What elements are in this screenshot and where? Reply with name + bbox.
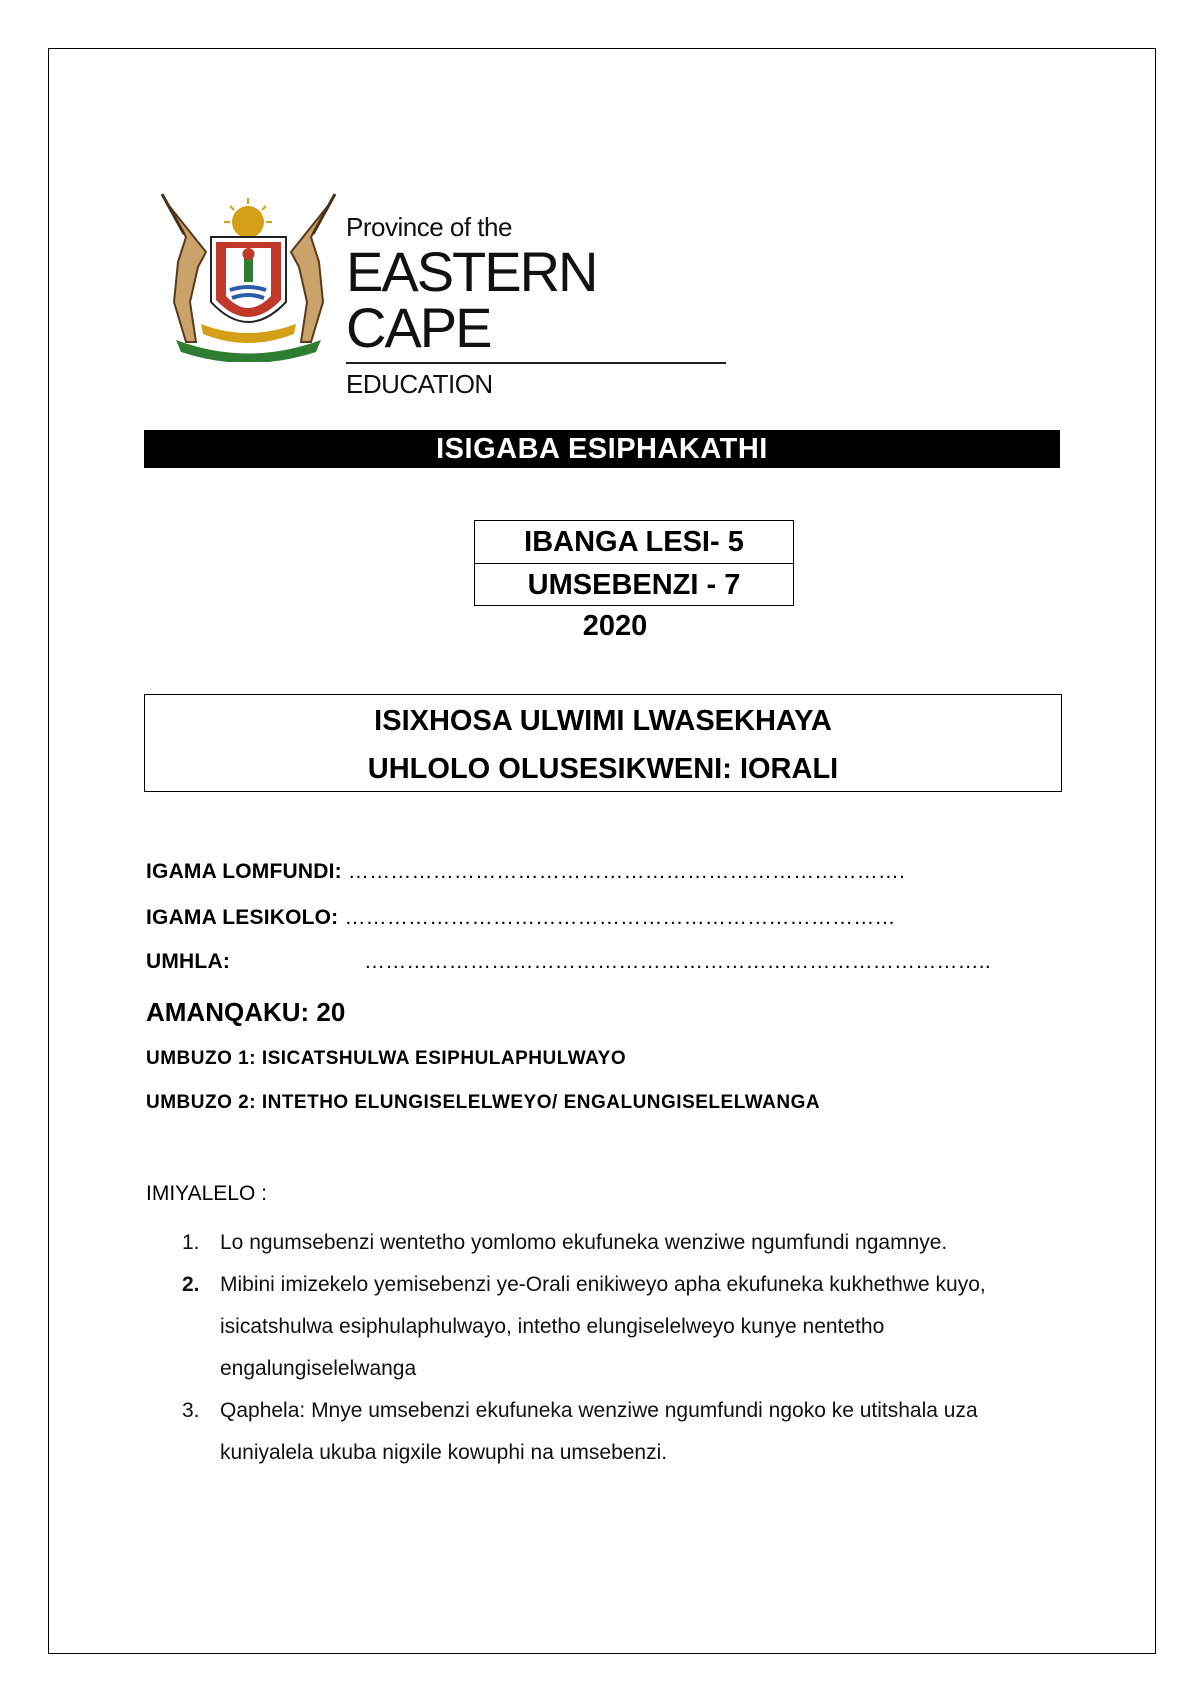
grade-task-box (474, 520, 794, 606)
list-item (180, 1222, 1060, 1264)
list-item-text: Lo ngumsebenzi wentetho yomlomo ekufuneka wenziwe ngumfundi ngamnye. (220, 1231, 948, 1254)
eastern-cape-education-logo (156, 192, 726, 399)
term-banner: ISIGABA ESIPHAKATHI (144, 430, 1060, 468)
grade-label: IBANGA LESI- 5 (524, 526, 744, 558)
instructions-heading: IMIYALELO : (146, 1182, 267, 1205)
logo-eastern-cape-text: EASTERN CAPE (346, 240, 597, 359)
list-item (180, 1390, 1060, 1474)
school-name-label: IGAMA LESIKOLO: (146, 906, 339, 929)
list-item-number: 1. (182, 1231, 200, 1254)
date-blank: …………………………………………………………………………….. (364, 950, 991, 973)
school-name-blank: …………………………………………………………………… (344, 906, 896, 929)
list-item-number: 2. (182, 1273, 200, 1296)
school-name-field (146, 906, 896, 930)
list-item-number: 3. (182, 1399, 200, 1422)
list-item (180, 1264, 1060, 1390)
year-label: 2020 (582, 610, 648, 642)
question-1-title: UMBUZO 1: ISICATSHULWA ESIPHULAPHULWAYO (146, 1048, 627, 1069)
learner-name-label: IGAMA LOMFUNDI: (146, 860, 342, 883)
list-item-text: Qaphela: Mnye umsebenzi ekufuneka wenziwe ngumfundi ngoko ke utitshala uza kuniyalela ukuba nigxile kowuphi na umsebenzi. (220, 1399, 978, 1464)
coat-of-arms-icon (156, 192, 341, 362)
question-2-title: UMBUZO 2: INTETHO ELUNGISELELWEYO/ ENGALUNGISELELWANGA (146, 1092, 821, 1113)
task-label: UMSEBENZI - 7 (475, 563, 793, 606)
learner-name-field (146, 860, 905, 884)
subject-title: ISIXHOSA ULWIMI LWASEKHAYA (374, 705, 832, 737)
total-marks: AMANQAKU: 20 (146, 997, 346, 1027)
date-label: UMHLA: (146, 950, 231, 973)
instructions-list (180, 1222, 1060, 1474)
assessment-title: UHLOLO OLUSESIKWENI: IORALI (367, 753, 839, 785)
learner-name-blank: ……………………………………………………………………. (347, 860, 906, 883)
logo-province-text: Province of the (346, 212, 512, 242)
list-item-text: Mibini imizekelo yemisebenzi ye-Orali enikiweyo apha ekufuneka kukhethwe kuyo, isicatshulwa esiphulaphulwayo, intetho elungiselelweyo kunye nentetho engalungiselelwanga (220, 1273, 986, 1380)
date-field (146, 950, 991, 974)
subject-box (144, 694, 1062, 792)
logo-divider (346, 362, 726, 364)
logo-education-text: EDUCATION (346, 369, 493, 399)
